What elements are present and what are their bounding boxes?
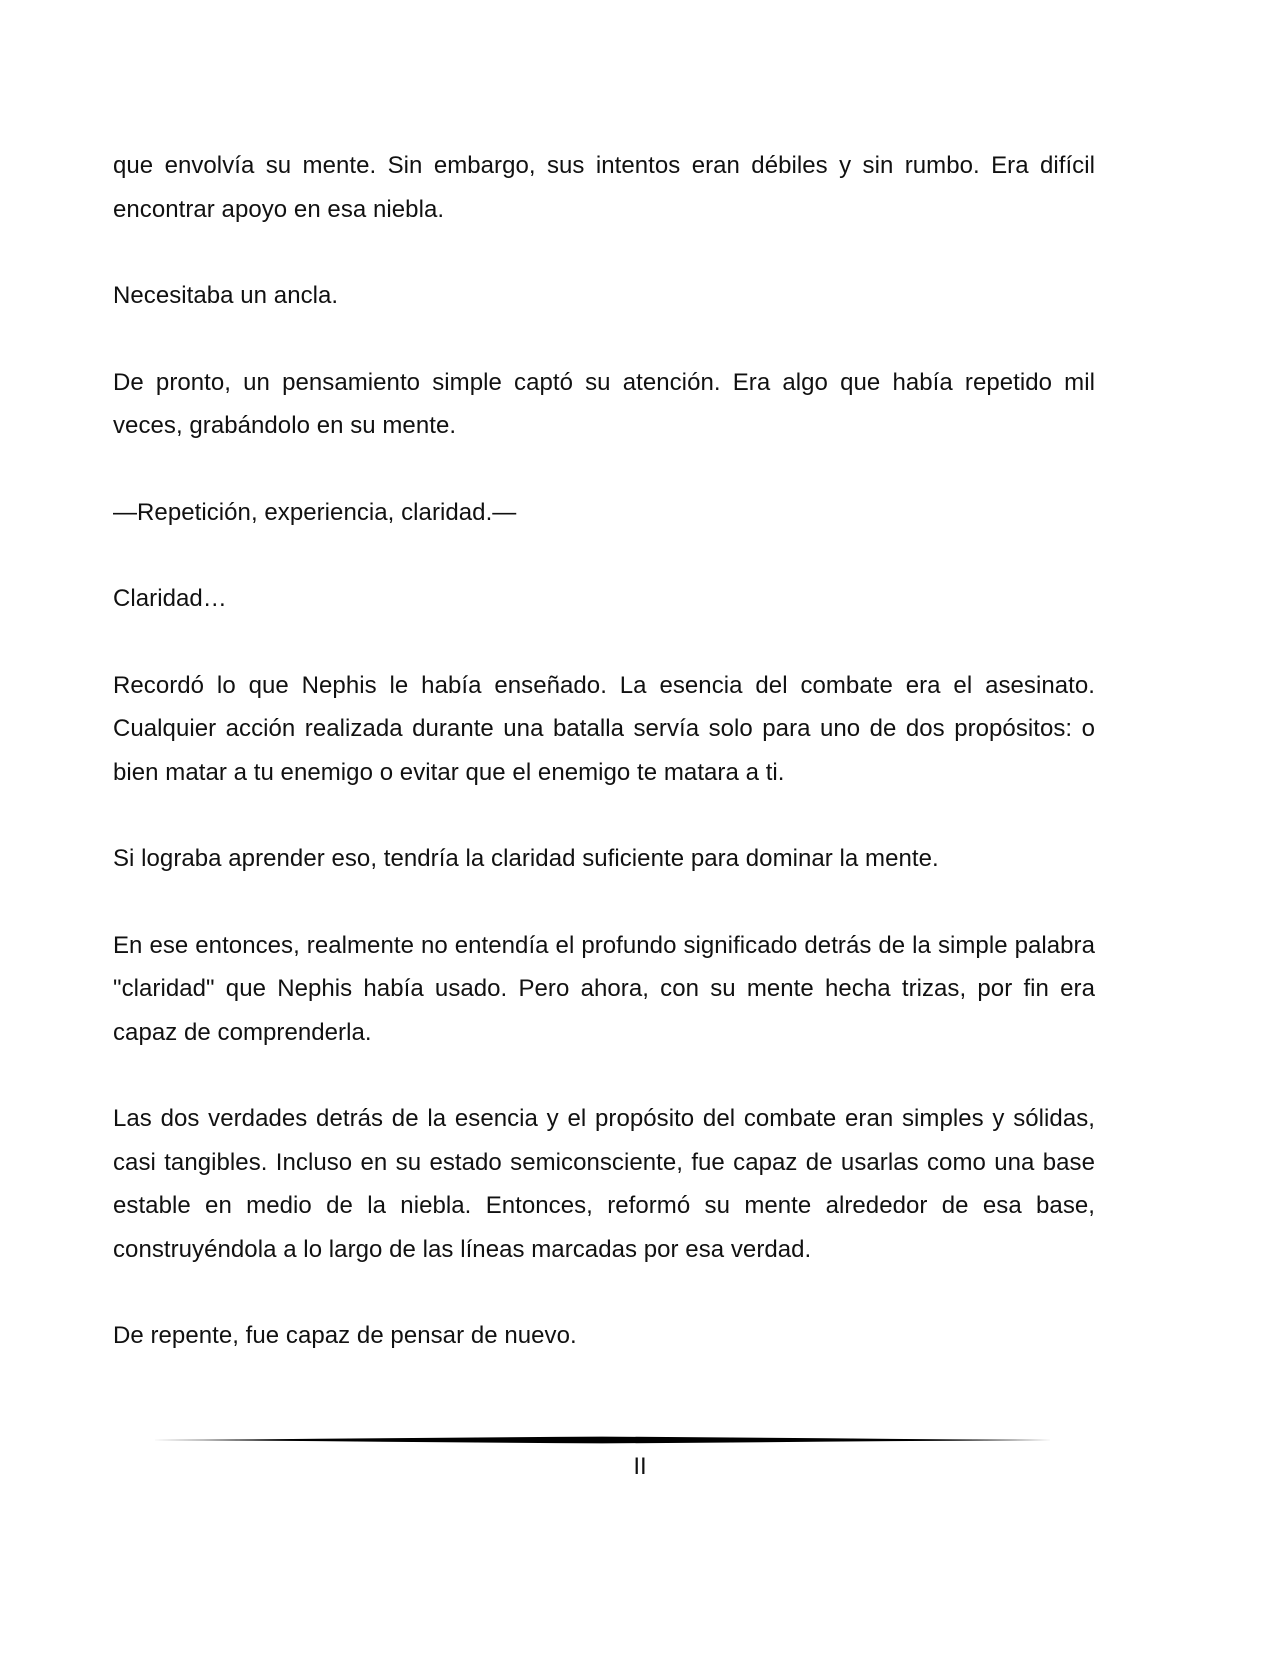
divider-swash (152, 1437, 1052, 1444)
paragraph-9: Las dos verdades detrás de la esencia y el propósito del combate eran simples y sólidas, casi tangibles. Incluso en su estado semiconsciente, fue capaz de usarlas como una base estable en medio de la niebla. Entonces, reformó su mente alrededor de esa base, construyéndola a lo largo de las líneas marcadas por esa verdad. (113, 1105, 1095, 1263)
paragraph-6: Recordó lo que Nephis le había enseñado. La esencia del combate era el asesinato. Cualquier acción realizada durante una batalla servía solo para uno de dos propósitos: o bien matar a tu enemigo o evitar que el enemigo te matara a ti. (113, 671, 1095, 786)
paragraph-5: Claridad… (113, 585, 227, 612)
paragraph-8: En ese entonces, realmente no entendía el profundo significado detrás de la simple palabra "claridad" que Nephis había usado. Pero ahora, con su mente hecha trizas, por fin era capaz de comprenderla. (113, 931, 1095, 1046)
section-divider (152, 1434, 1052, 1446)
document-body (113, 144, 1095, 1401)
paragraph-4: —Repetición, experiencia, claridad.— (113, 498, 517, 526)
paragraph-2: Necesitaba un ancla. (113, 282, 339, 309)
paragraph-3: De pronto, un pensamiento simple captó su atención. Era algo que había repetido mil veces, grabándolo en su mente. (113, 368, 1095, 439)
paragraph-10: De repente, fue capaz de pensar de nuevo. (113, 1322, 577, 1349)
paragraph-7: Si lograba aprender eso, tendría la claridad suficiente para dominar la mente. (113, 845, 939, 872)
section-mark: II (633, 1453, 647, 1480)
paragraph-1: que envolvía su mente. Sin embargo, sus intentos eran débiles y sin rumbo. Era difícil encontrar apoyo en esa niebla. (113, 152, 1095, 223)
